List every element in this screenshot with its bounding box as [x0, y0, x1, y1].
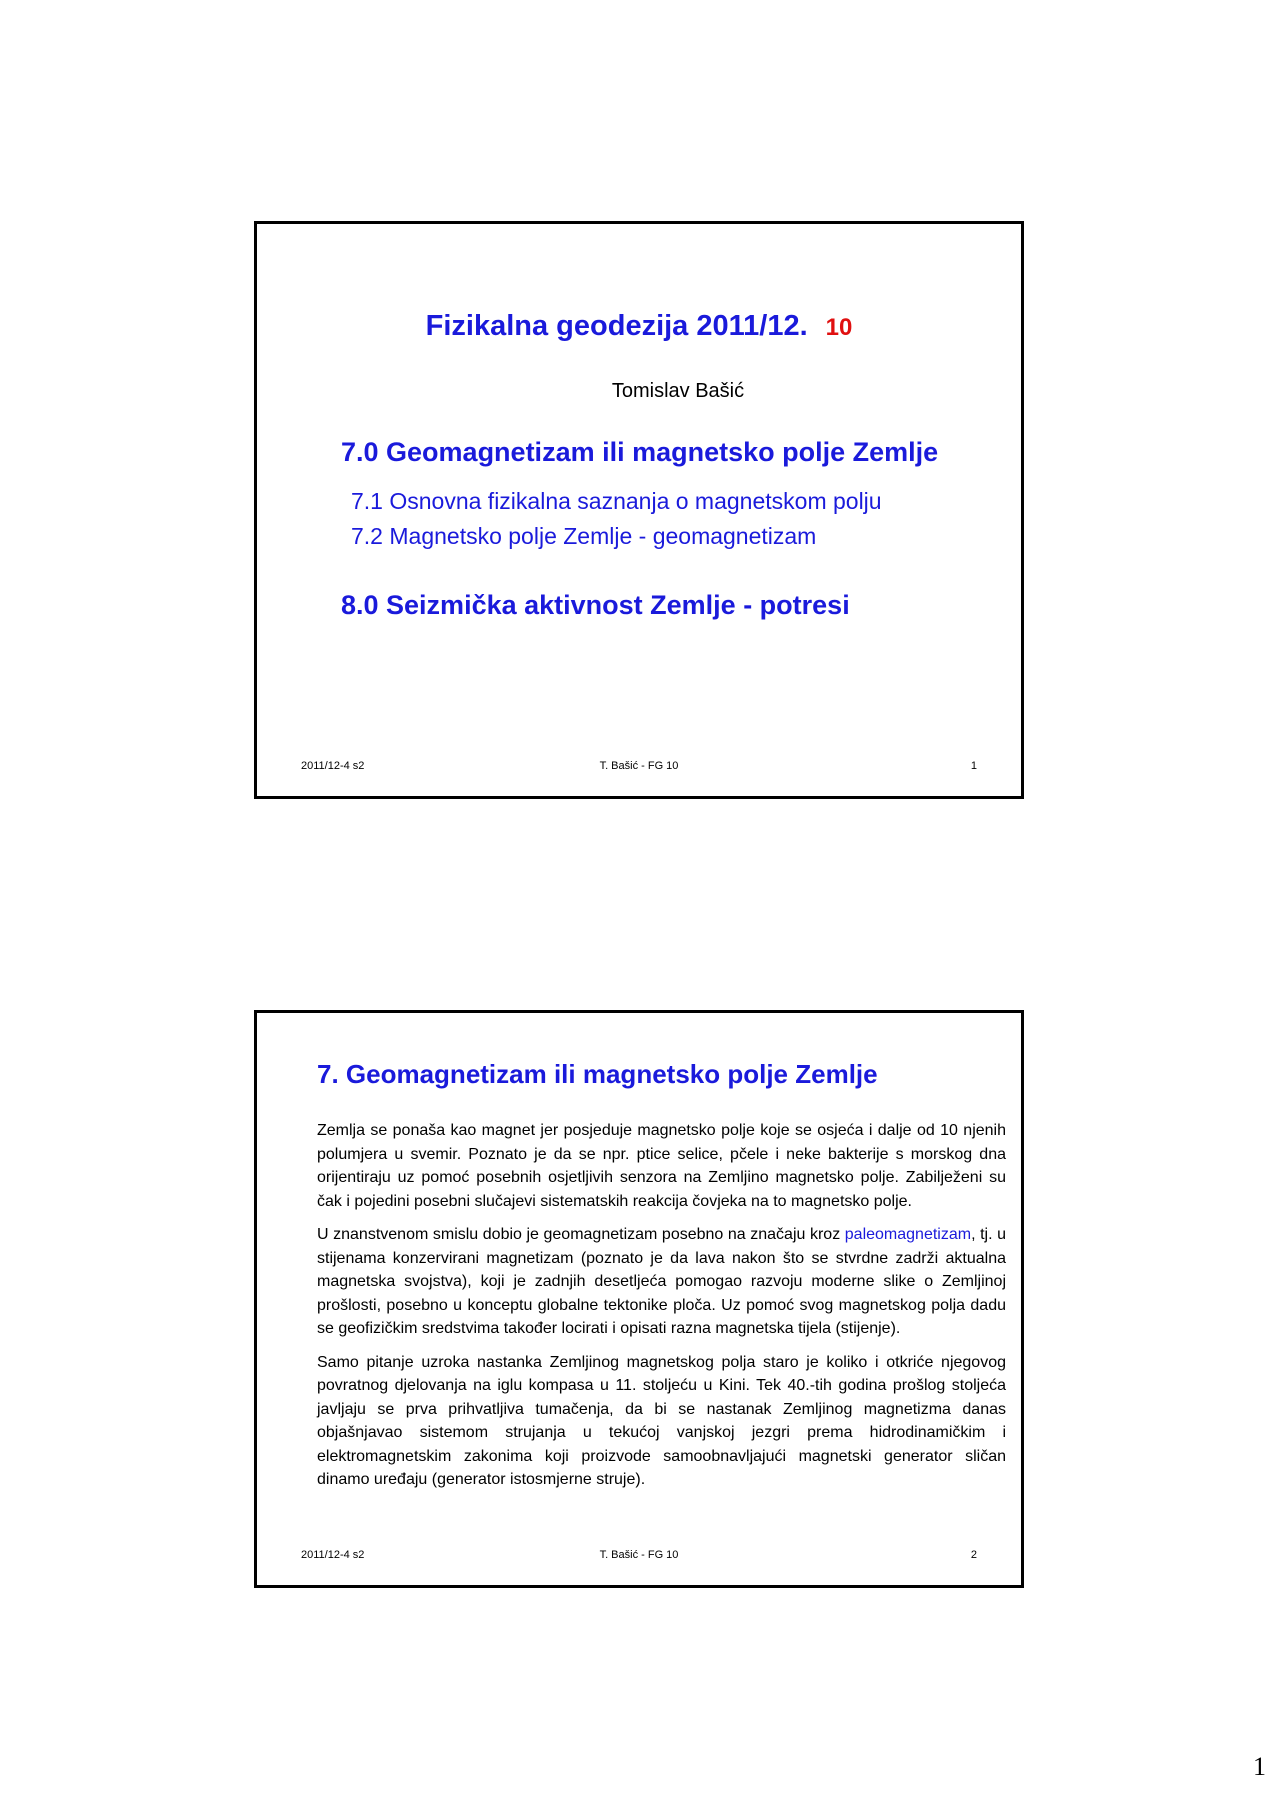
- paragraph-2-end: , tj. u stijenama konzervirani magnetizam (poznato je da lava nakon što se stvrdne zadrži aktualna magnetska svojstva), koji je zadnjih desetljeća pomogao razvoju moderne slike o Zemljinoj prošlosti, posebno u konceptu globalne tektonike ploča. Uz pomoć svog magnetskog polja dadu se geofizičkim sredstvima također locirati i opisati razna magnetska tijela (stijenje).: [317, 1226, 1006, 1337]
- slide-title: [257, 310, 1021, 343]
- paragraph-2: [317, 1223, 1006, 1341]
- paleomagnetizam-link[interactable]: paleomagnetizam: [844, 1226, 972, 1243]
- slide-2: [254, 1010, 1024, 1588]
- footer-date: 2011/12-4 s2: [301, 1549, 365, 1561]
- section-heading-7: 7.0 Geomagnetizam ili magnetsko polje Zemlje: [341, 437, 939, 467]
- paragraph-2-start: U znanstvenom smislu dobio je geomagnetizam posebno na značaju kroz: [317, 1226, 845, 1243]
- footer-slide-number: 1: [970, 760, 977, 772]
- slide-title: 7. Geomagnetizam ili magnetsko polje Zemlje: [317, 1059, 878, 1089]
- footer-date: 2011/12-4 s2: [301, 760, 365, 772]
- paragraph-1: Zemlja se ponaša kao magnet jer posjeduje magnetsko polje koje se osjeća i dalje od 10 njenih polumjera u svemir. Poznato je da se npr. ptice selice, pčele i neke bakterije s morskog dna orijentiraju uz pomoć posebnih osjetljivih senzora na Zemljino magnetsko polje. Zabilježeni su čak i pojedini posebni slučajevi sistematskih reakcija čovjeka na to magnetsko polje.: [317, 1122, 1006, 1210]
- footer-slide-number: 2: [970, 1549, 977, 1561]
- subsection-7-1: 7.1 Osnovna fizikalna saznanja o magnetskom polju: [351, 488, 882, 514]
- lecture-number: 10: [825, 314, 853, 341]
- section-heading-8: 8.0 Seizmička aktivnost Zemlje - potresi: [341, 590, 850, 620]
- footer-author: T. Bašić - FG 10: [599, 1549, 679, 1561]
- slide-title-text: Fizikalna geodezija 2011/12.: [425, 310, 808, 342]
- slide-1: [254, 221, 1024, 799]
- slide-body: [317, 1119, 1006, 1502]
- footer-author: T. Bašić - FG 10: [599, 760, 679, 772]
- author-name: Tomislav Bašić: [611, 380, 745, 402]
- paragraph-3: Samo pitanje uzroka nastanka Zemljinog magnetskog polja staro je koliko i otkriće njegovog povratnog djelovanja na iglu kompasa u 11. stoljeću u Kini. Tek 40.-tih godina prošlog stoljeća javljaju se prva prihvatljiva tumačenja, da bi se nastanak Zemljinog magnetizma danas objašnjavao sistemom strujanja u tekućoj vanjskoj jezgri prema hidrodinamičkim i elektromagnetskim zakonima koji proizvode samoobnavljajući magnetski generator sličan dinamo uređaju (generator istosmjerne struje).: [317, 1353, 1006, 1488]
- subsection-7-2: 7.2 Magnetsko polje Zemlje - geomagnetizam: [351, 523, 817, 549]
- page-number: 1: [1253, 1752, 1266, 1781]
